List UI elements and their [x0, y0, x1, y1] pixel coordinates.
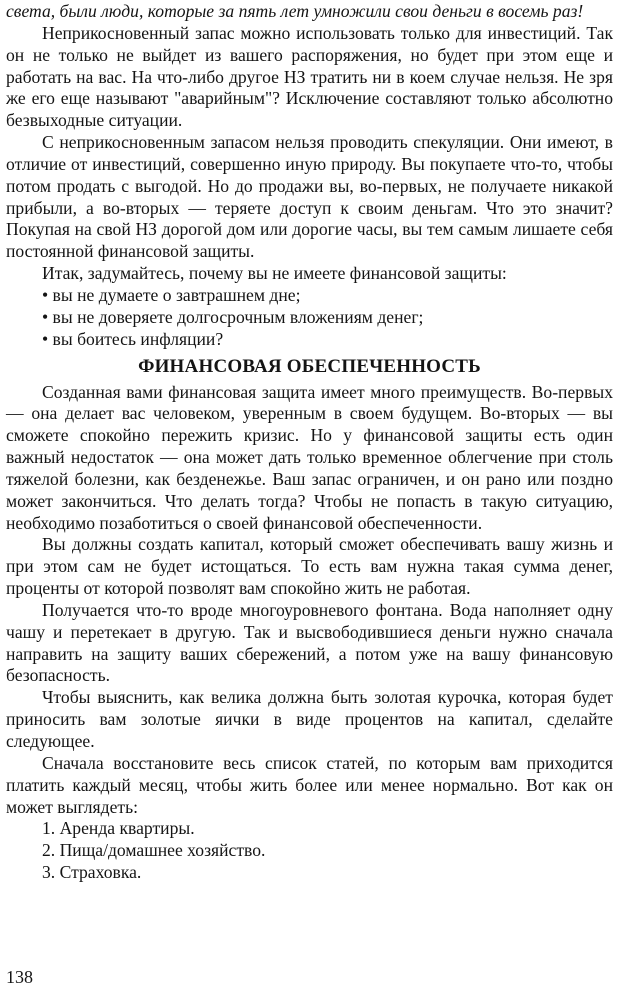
numbered-list-item: 1. Аренда квартиры.	[42, 818, 195, 839]
paragraph-reserve-investment: Неприкосновенный запас можно использовать только для инвестиций. Так он не только не выйдет из вашего распоряжения, но будет при этом еще и работать на вас. На что-либо другое НЗ тратить ни в коем случае нельзя. Не зря же его еще называют "аварийным"? Исключение составляют только абсолютно безвыходные ситуации.	[6, 22, 613, 131]
paragraph-golden-hen: Чтобы выяснить, как велика должна быть золотая курочка, которая будет приносить вам золотые яички в виде процентов на капитал, сделайте следующее.	[6, 687, 613, 751]
paragraph-advantages: Созданная вами финансовая защита имеет много преимуществ. Во-первых — она делает вас человеком, уверенным в своем будущем. Во-вторых — вы сможете спокойно пережить кризис. Но у финансовой защиты есть один важный недостаток — она может дать только временное облегчение при столь тяжелой болезни, как безденежье. Ваш запас ограничен, и он рано или поздно может закончиться. Что делать тогда? Чтобы не попасть в такую ситуацию, необходимо позаботиться о своей финансовой обеспеченности.	[6, 381, 613, 533]
bullet-item: • вы не доверяете долгосрочным вложениям денег;	[42, 306, 424, 327]
bullet-list	[6, 285, 613, 351]
paragraph-why-no-protection: Итак, задумайтесь, почему вы не имеете финансовой защиты:	[42, 263, 507, 284]
paragraph-expense-list-intro: Сначала восстановите весь список статей, по которым вам приходится платить каждый месяц, чтобы жить более или менее нормально. Вот как он может выглядеть:	[6, 752, 613, 817]
page-body	[6, 1, 613, 884]
paragraph-capital: Вы должны создать капитал, который сможет обеспечивать вашу жизнь и при этом сам не будет истощаться. То есть вам нужна такая сумма денег, проценты от которой позволят вам спокойно жить не работая.	[6, 534, 613, 599]
numbered-list-item: 2. Пища/домашнее хозяйство.	[42, 840, 266, 861]
page-number: 138	[6, 967, 33, 987]
bullet-item: • вы не думаете о завтрашнем дне;	[42, 284, 301, 305]
numbered-list	[6, 818, 613, 884]
italic-continuation: света, были люди, которые за пять лет умножили свои деньги в восемь раз!	[6, 1, 584, 21]
paragraph-speculation: С неприкосновенным запасом нельзя проводить спекуляции. Они имеют, в отличие от инвестиций, совершенно иную природу. Вы покупаете что-то, чтобы потом продать с выгодой. Но до продажи вы, во-первых, не получаете никакой прибыли, а во-вторых — теряете доступ к своим деньгам. Что это значит? Покупая на свой НЗ дорогой дом или дорогие часы, вы тем самым лишаете себя постоянной финансовой защиты.	[6, 132, 613, 262]
paragraph-fountain: Получается что-то вроде многоуровневого фонтана. Вода наполняет одну чашу и перетекает в другую. Так и высвободившиеся деньги нужно сначала направить на защиту ваших сбережений, а потом уже на вашу финансовую безопасность.	[6, 599, 613, 686]
numbered-list-item: 3. Страховка.	[42, 862, 142, 883]
section-heading: ФИНАНСОВАЯ ОБЕСПЕЧЕННОСТЬ	[138, 355, 481, 377]
bullet-item: • вы боитесь инфляции?	[42, 328, 224, 349]
